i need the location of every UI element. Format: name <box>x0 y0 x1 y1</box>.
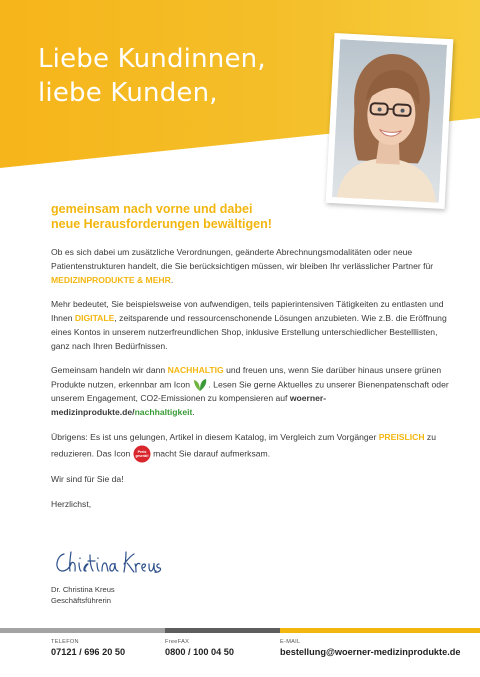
portrait-photo <box>326 33 454 209</box>
paragraph-partner <box>51 246 451 288</box>
footer-bar-grey <box>0 628 165 633</box>
paragraph-text: , zeitsparende und ressourcenschonende Lösungen anzubieten. Wie z.B. die Eröffnung eines Kontos in unserem nutzerfreundlichen Shop, inklusive Erstellung unterschiedlicher Bestelllisten, ganz nach Ihren Bedürfnissen. <box>51 313 447 351</box>
subheadline-line-2: neue Herausforderungen bewältigen! <box>51 217 272 231</box>
phone-label: TELEFON <box>51 639 79 645</box>
email-label: E-MAIL <box>280 639 301 645</box>
highlight-nachhaltig: NACHHALTIG <box>167 365 224 376</box>
portrait-image <box>332 39 447 202</box>
greeting-heading <box>38 42 266 110</box>
sustainability-link-base[interactable]: woerner-medizinprodukte.de/ <box>51 393 327 418</box>
paragraph-text: . Lesen Sie gerne Aktuelles zu unserer Bienenpatenschaft oder unserem Engagement, CO2-Emissionen zu kompensieren auf <box>51 379 449 404</box>
highlight-medizinprodukte: MEDIZINPRODUKTE & MEHR <box>51 274 171 285</box>
paragraph-text: Mehr bedeutet, Sie beispielsweise von aufwendigen, teils papierintensiven Tätigkeiten zu entlasten und Ihnen <box>51 299 444 324</box>
price-reduced-badge-icon <box>133 445 151 463</box>
email-address[interactable]: bestellung@woerner-medizinprodukte.de <box>280 647 461 657</box>
greeting-line-1: Liebe Kundinnen, <box>38 44 266 74</box>
green-product-leaf-icon <box>192 378 208 392</box>
paragraph-text: macht Sie darauf aufmerksam. <box>150 447 271 458</box>
subheadline <box>51 202 272 232</box>
paragraph-text: Ob es sich dabei um zusätzliche Verordnungen, geänderte Abrechnungsmodalitäten oder neue Patientenstrukturen handelt, die Sie berücksichtigen müssen, wir bleiben Ihr verlässlicher Partner für <box>51 247 434 271</box>
footer-phone <box>51 638 125 659</box>
paragraph-price <box>51 431 451 463</box>
signatory-name: Dr. Christina Kreus <box>51 585 115 594</box>
phone-number[interactable]: 07121 / 696 20 50 <box>51 647 126 657</box>
footer-fax <box>165 638 234 659</box>
closing-text: Herzlichst, <box>51 498 92 509</box>
paragraph-sustainable <box>51 364 451 420</box>
letter-body <box>51 246 451 522</box>
signatory-block <box>51 584 115 606</box>
fax-number[interactable]: 0800 / 100 04 50 <box>165 647 234 657</box>
paragraph-text: und freuen uns, wenn Sie darüber hinaus unsere grünen Produkte nutzen, erkennbar am Icon <box>51 365 442 390</box>
paragraph-text: . <box>192 407 195 418</box>
highlight-digitale: DIGITALE <box>74 313 115 324</box>
paragraph-text: . <box>170 274 174 285</box>
greeting-line-2: liebe Kunden, <box>38 78 218 108</box>
handwritten-signature <box>52 546 162 580</box>
footer-email <box>280 638 460 659</box>
fax-label: FreeFAX <box>165 639 190 645</box>
svg-text:gesenkt!: gesenkt! <box>135 453 149 458</box>
svg-text:Preis: Preis <box>137 449 147 454</box>
footer-bar-yellow <box>280 628 480 633</box>
paragraph-text: zu reduzieren. Das Icon <box>51 431 437 458</box>
paragraph-text: Übrigens: Es ist uns gelungen, Artikel in diesem Katalog, im Vergleich zum Vorgänger <box>51 431 379 442</box>
highlight-preislich: PREISLICH <box>378 431 425 442</box>
sustainability-link-path[interactable]: nachhaltigkeit <box>134 407 193 418</box>
footer-bar-dark <box>165 628 280 633</box>
paragraph-digital <box>51 298 451 354</box>
paragraph-support: Wir sind für Sie da! <box>51 474 124 485</box>
paragraph-text: Gemeinsam handeln wir dann <box>51 365 168 376</box>
signatory-role: Geschäftsführerin <box>51 596 111 605</box>
subheadline-line-1: gemeinsam nach vorne und dabei <box>51 202 253 216</box>
